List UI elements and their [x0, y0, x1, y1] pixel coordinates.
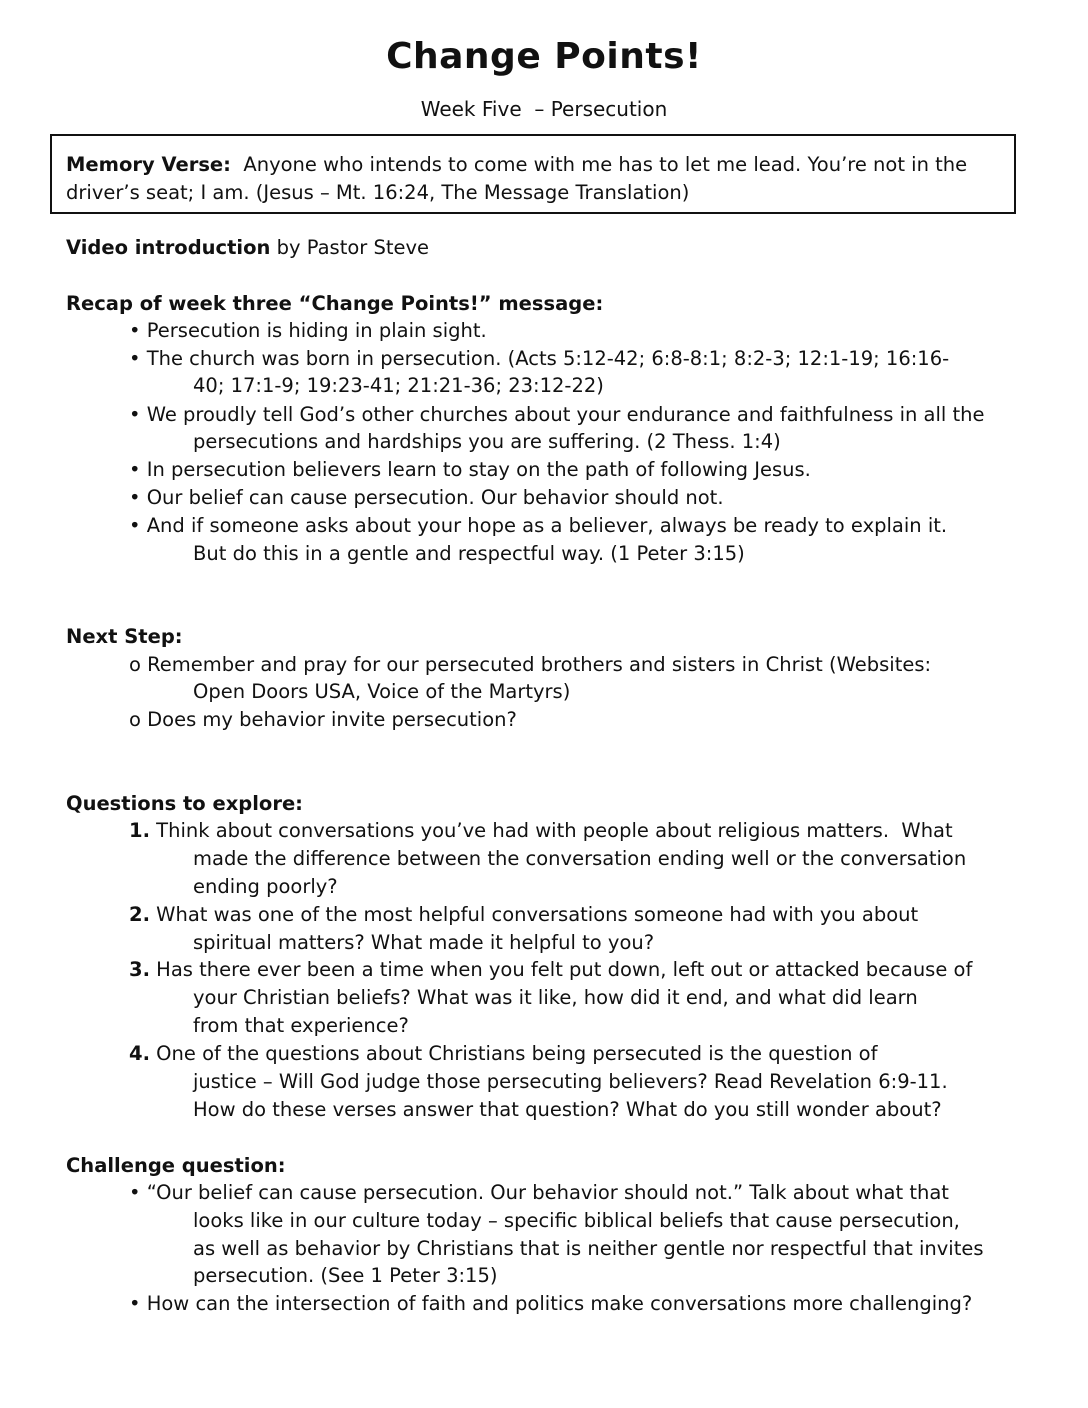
memory-verse-line-1: Anyone who intends to come with me has to let me lead. You’re not in the: [243, 153, 968, 176]
question-line: made the difference between the conversation ending well or the conversation: [193, 847, 967, 870]
challenge-line: • How can the intersection of faith and politics make conversations more challenging?: [129, 1292, 973, 1315]
question-line: ending poorly?: [193, 875, 338, 898]
memory-verse-label: Memory Verse:: [66, 153, 231, 176]
recap-heading: Recap of week three “Change Points!” message:: [66, 292, 604, 315]
question-item: [129, 817, 953, 845]
question-item: [129, 901, 918, 929]
question-line: spiritual matters? What made it helpful to you?: [193, 931, 655, 954]
question-number: 2.: [129, 903, 150, 926]
video-intro: [66, 234, 429, 262]
challenge-line: looks like in our culture today – specific biblical beliefs that cause persecution,: [193, 1209, 960, 1232]
challenge-line: as well as behavior by Christians that is neither gentle nor respectful that invites: [193, 1237, 984, 1260]
recap-line: • Persecution is hiding in plain sight.: [129, 319, 487, 342]
question-line: Think about conversations you’ve had with people about religious matters. What: [149, 819, 953, 842]
video-intro-text: by Pastor Steve: [270, 236, 430, 259]
question-line: What was one of the most helpful conversations someone had with you about: [149, 903, 919, 926]
challenge-heading: Challenge question:: [66, 1154, 286, 1177]
recap-line: • The church was born in persecution. (Acts 5:12-42; 6:8-8:1; 8:2-3; 12:1-19; 16:16-: [129, 347, 950, 370]
challenge-line: persecution. (See 1 Peter 3:15): [193, 1264, 498, 1287]
memory-verse-line-2: driver’s seat; I am. (Jesus – Mt. 16:24, The Message Translation): [66, 181, 690, 204]
questions-heading: Questions to explore:: [66, 792, 303, 815]
question-item: [129, 956, 972, 984]
question-number: 4.: [129, 1042, 150, 1065]
question-number: 1.: [129, 819, 150, 842]
video-intro-label: Video introduction: [66, 236, 271, 259]
question-line: Has there ever been a time when you felt put down, left out or attacked because of: [149, 958, 973, 981]
recap-line: • And if someone asks about your hope as a believer, always be ready to explain it.: [129, 514, 948, 537]
question-line: How do these verses answer that question? What do you still wonder about?: [193, 1098, 942, 1121]
page-title: Change Points!: [386, 36, 702, 77]
recap-line: • We proudly tell God’s other churches about your endurance and faithfulness in all the: [129, 403, 985, 426]
recap-line: • In persecution believers learn to stay on the path of following Jesus.: [129, 458, 811, 481]
page-subtitle: Week Five – Persecution: [420, 97, 668, 121]
next-step-line: o Does my behavior invite persecution?: [129, 708, 517, 731]
recap-line: 40; 17:1-9; 19:23-41; 21:21-36; 23:12-22): [193, 374, 604, 397]
next-step-line: o Remember and pray for our persecuted brothers and sisters in Christ (Websites:: [129, 653, 932, 676]
recap-line: But do this in a gentle and respectful way. (1 Peter 3:15): [193, 542, 745, 565]
challenge-line: • “Our belief can cause persecution. Our behavior should not.” Talk about what that: [129, 1181, 949, 1204]
question-line: from that experience?: [193, 1014, 409, 1037]
memory-verse-box: [50, 134, 1016, 214]
question-line: One of the questions about Christians being persecuted is the question of: [149, 1042, 878, 1065]
next-step-heading: Next Step:: [66, 625, 183, 648]
next-step-line: Open Doors USA, Voice of the Martyrs): [193, 680, 571, 703]
recap-line: persecutions and hardships you are suffering. (2 Thess. 1:4): [193, 430, 781, 453]
question-line: your Christian beliefs? What was it like, how did it end, and what did learn: [193, 986, 918, 1009]
question-item: [129, 1040, 877, 1068]
question-line: justice – Will God judge those persecuting believers? Read Revelation 6:9-11.: [193, 1070, 948, 1093]
question-number: 3.: [129, 958, 150, 981]
recap-line: • Our belief can cause persecution. Our behavior should not.: [129, 486, 724, 509]
